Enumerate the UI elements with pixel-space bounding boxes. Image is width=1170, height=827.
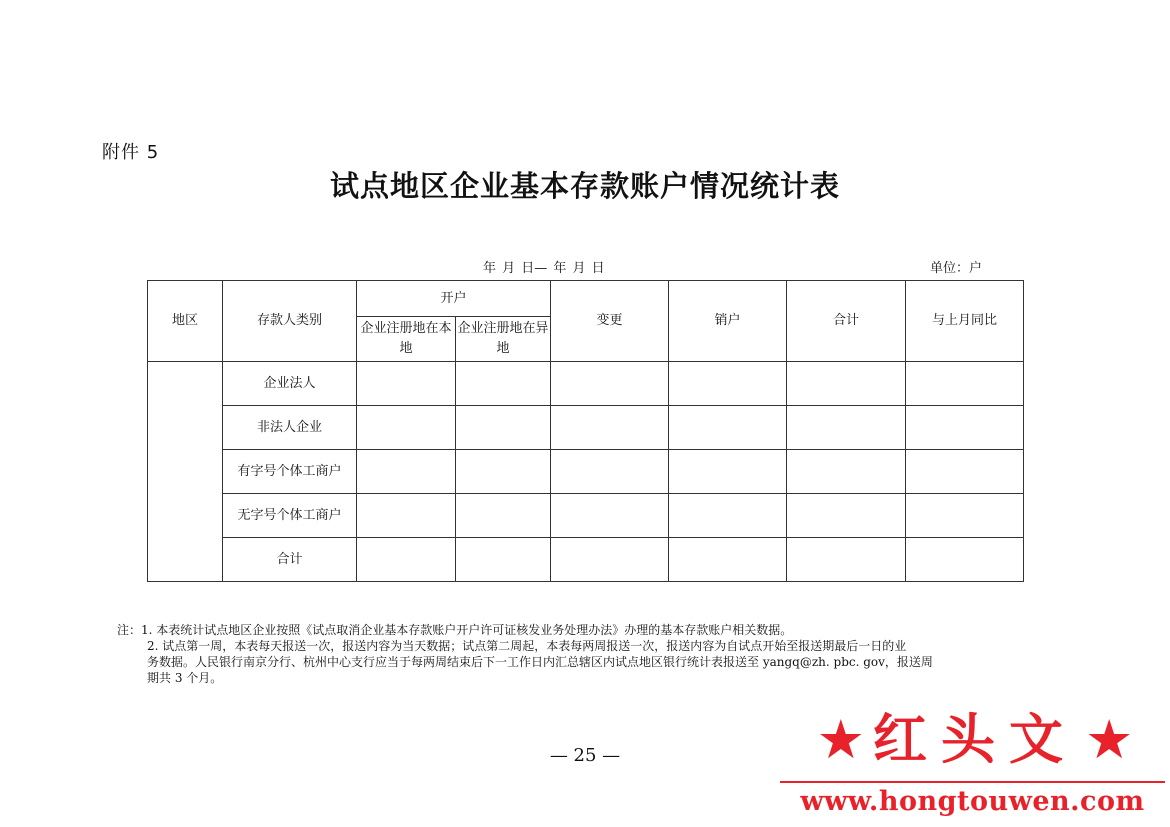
statistics-table xyxy=(147,280,1024,582)
row-label: 非法人企业 xyxy=(223,406,357,450)
data-cell xyxy=(456,494,551,538)
watermark-text: 红头文 xyxy=(873,708,1077,771)
data-cell xyxy=(456,450,551,494)
data-cell xyxy=(906,538,1024,582)
notes-section xyxy=(117,622,1077,686)
data-cell xyxy=(551,450,669,494)
data-cell xyxy=(669,494,787,538)
data-cell xyxy=(787,406,906,450)
data-cell xyxy=(906,450,1024,494)
data-cell xyxy=(357,362,456,406)
star-icon: ★ xyxy=(1085,708,1134,771)
data-cell xyxy=(357,538,456,582)
data-cell xyxy=(787,450,906,494)
header-close: 销户 xyxy=(669,281,787,362)
data-cell xyxy=(456,406,551,450)
header-open-other: 企业注册地在异地 xyxy=(456,317,551,362)
unit-label: 单位：户 xyxy=(930,261,983,276)
watermark-logo xyxy=(790,700,1160,780)
row-label: 有字号个体工商户 xyxy=(223,450,357,494)
data-cell xyxy=(551,538,669,582)
header-depositor-type: 存款人类别 xyxy=(223,281,357,362)
page-number: — 25 — xyxy=(549,745,621,766)
header-region: 地区 xyxy=(148,281,223,362)
data-cell xyxy=(551,494,669,538)
note-line: 务数据。人民银行南京分行、杭州中心支行应当于每两周结束后下一工作日内汇总辖区内试点地区银行统计表报送至 yangq@zh. pbc. gov，报送周 xyxy=(147,655,933,669)
data-cell xyxy=(906,406,1024,450)
watermark-url: www.hongtouwen.com xyxy=(800,786,1145,817)
header-change: 变更 xyxy=(551,281,669,362)
data-cell xyxy=(551,406,669,450)
page-title: 试点地区企业基本存款账户情况统计表 xyxy=(329,169,840,203)
data-cell xyxy=(787,494,906,538)
data-cell xyxy=(787,362,906,406)
region-cell xyxy=(148,362,223,582)
note-line: 注：1. 本表统计试点地区企业按照《试点取消企业基本存款账户开户许可证核发业务处理办法》办理的基本存款账户相关数据。 xyxy=(117,623,793,637)
note-line: 2. 试点第一周，本表每天报送一次，报送内容为当天数据；试点第二周起，本表每两周报送一次，报送内容为自试点开始至报送期最后一日的业 xyxy=(147,639,907,653)
data-cell xyxy=(669,450,787,494)
data-cell xyxy=(551,362,669,406)
star-icon: ★ xyxy=(816,708,865,771)
attachment-label: 附件 5 xyxy=(102,142,160,163)
data-cell xyxy=(456,362,551,406)
data-cell xyxy=(357,450,456,494)
data-cell xyxy=(357,494,456,538)
data-cell xyxy=(669,406,787,450)
data-cell xyxy=(669,362,787,406)
date-range: 年 月 日— 年 月 日 xyxy=(483,261,605,276)
header-total: 合计 xyxy=(787,281,906,362)
header-open-local: 企业注册地在本地 xyxy=(357,317,456,362)
data-cell xyxy=(787,538,906,582)
row-label: 企业法人 xyxy=(223,362,357,406)
row-label: 合计 xyxy=(223,538,357,582)
data-cell xyxy=(669,538,787,582)
data-cell xyxy=(906,494,1024,538)
watermark-divider xyxy=(780,781,1165,783)
header-month-over-month: 与上月同比 xyxy=(906,281,1024,362)
header-open: 开户 xyxy=(357,281,551,317)
row-label: 无字号个体工商户 xyxy=(223,494,357,538)
data-cell xyxy=(906,362,1024,406)
note-line: 期共 3 个月。 xyxy=(147,671,223,685)
data-cell xyxy=(357,406,456,450)
data-cell xyxy=(456,538,551,582)
